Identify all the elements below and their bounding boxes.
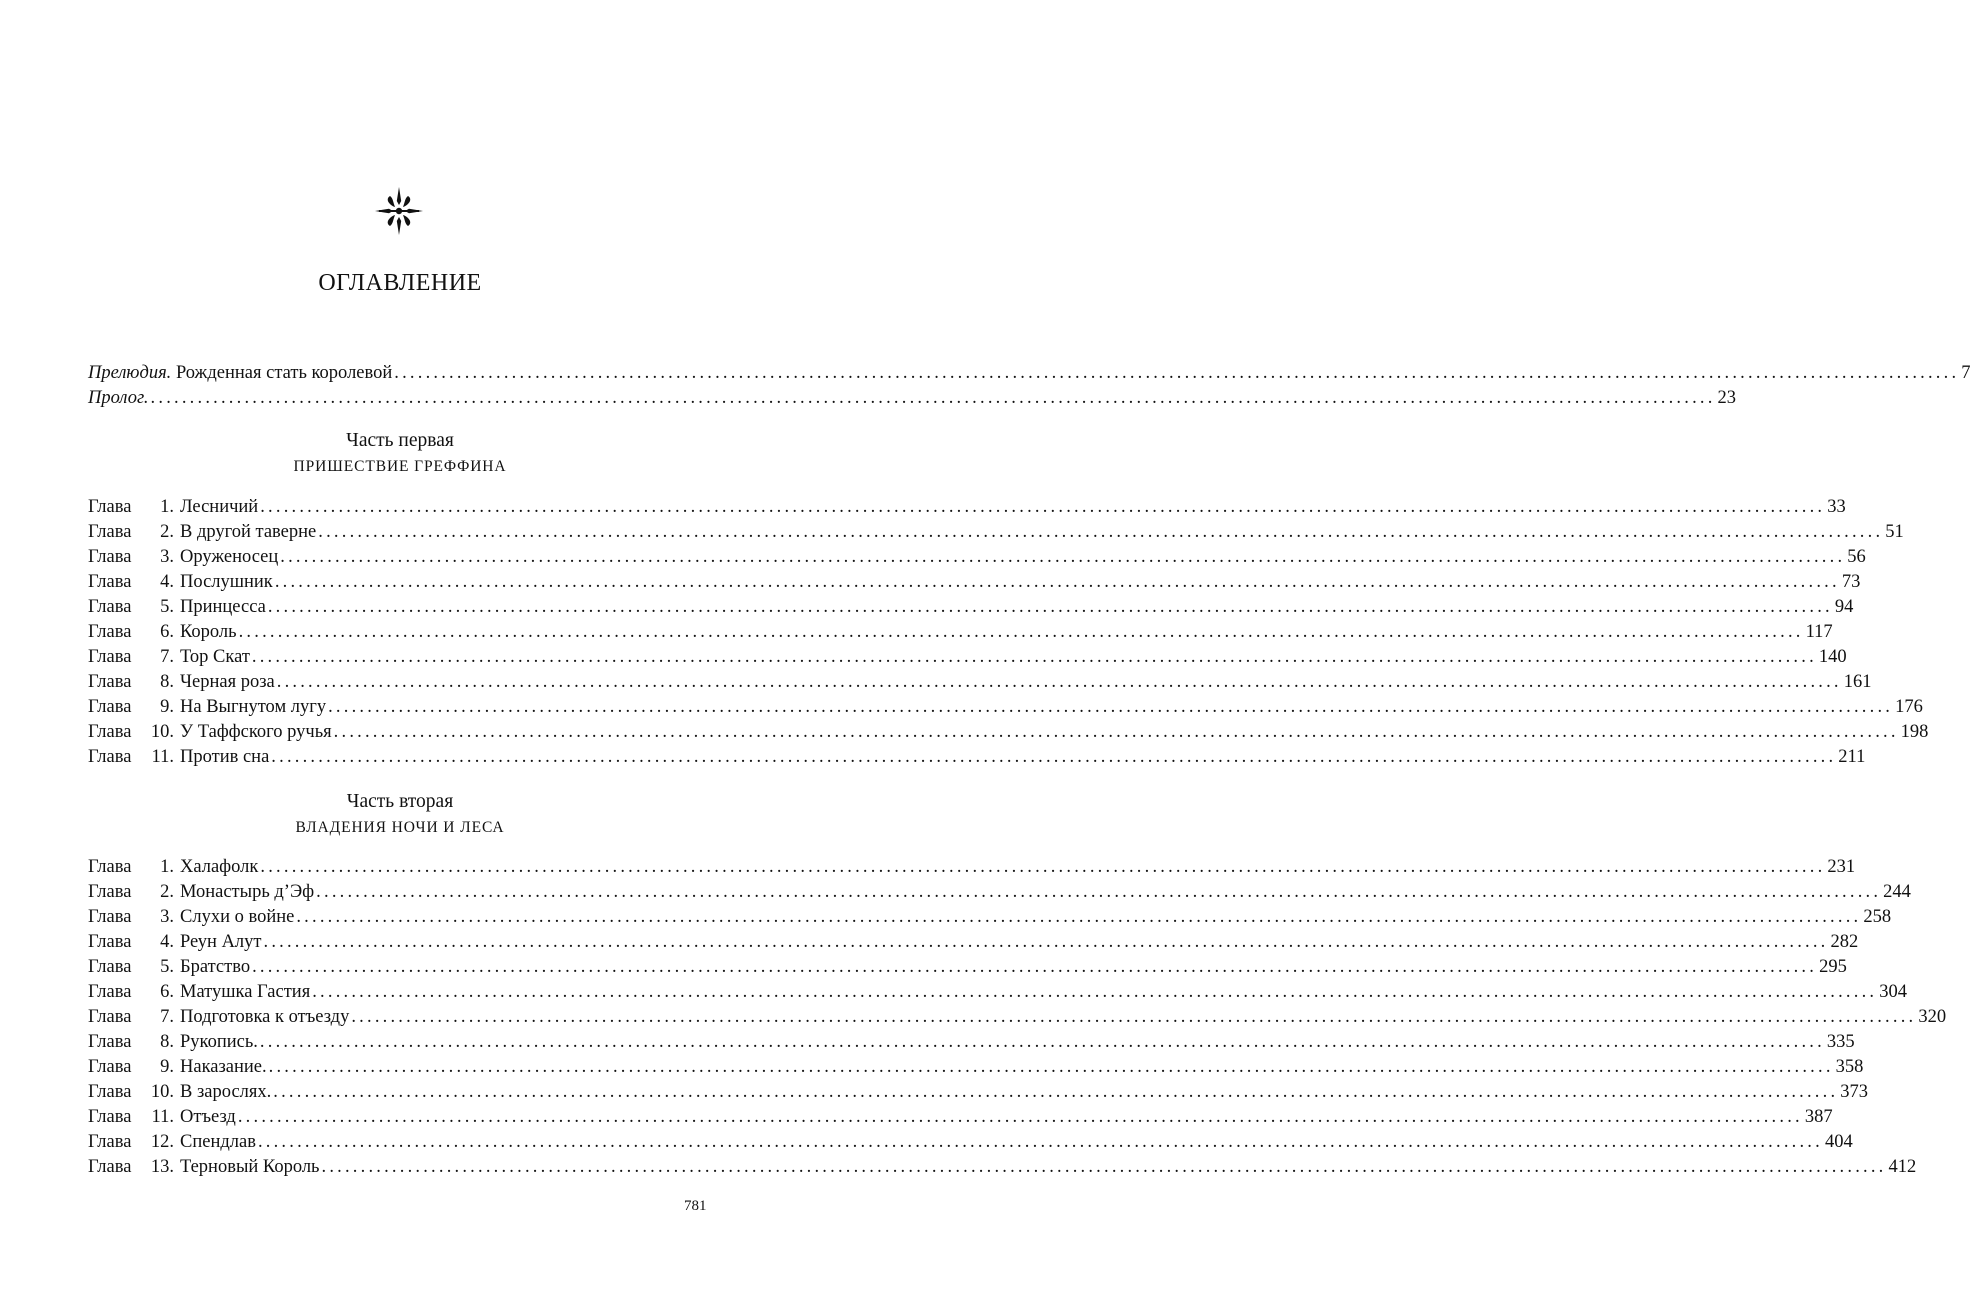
chapter-word: Глава — [88, 747, 132, 767]
toc-entry[interactable] — [88, 855, 1856, 880]
part-label: Часть вторая — [346, 791, 454, 812]
chapter-title: Терновый Король — [180, 1157, 320, 1177]
chapter-title: Спендлав — [180, 1132, 256, 1152]
chapter-page: 412 — [1888, 1157, 1917, 1177]
dot-leader: ........................................................................................................................................................................................................ — [321, 1157, 1887, 1177]
toc-entry[interactable] — [88, 520, 1904, 545]
chapter-title: Против сна — [180, 747, 270, 767]
chapter-page: 387 — [1804, 1107, 1833, 1127]
chapter-word: Глава — [88, 647, 132, 667]
chapter-title: Отъезд — [180, 1107, 236, 1127]
toc-entry[interactable] — [88, 1005, 1947, 1030]
chapter-page: 33 — [1827, 497, 1846, 517]
chapter-title: Слухи о войне — [180, 907, 295, 927]
chapter-page: 282 — [1830, 932, 1859, 952]
toc-entry[interactable] — [88, 1055, 1864, 1080]
chapter-page: 176 — [1895, 697, 1923, 717]
chapter-number: 1. — [160, 497, 174, 517]
chapter-word: Глава — [88, 1032, 132, 1052]
toc-entry[interactable] — [88, 595, 1854, 620]
chapter-title: Братство — [180, 957, 251, 977]
chapter-word: Глава — [88, 932, 132, 952]
chapter-title: Матушка Гастия — [180, 982, 311, 1002]
chapter-word: Глава — [88, 907, 132, 927]
chapter-number: 12. — [150, 1132, 174, 1152]
chapter-page: 258 — [1863, 907, 1892, 927]
entry-italic: Прелюдия. — [88, 363, 172, 383]
chapter-number: 4. — [160, 932, 174, 952]
dot-leader: ........................................................................................................................................................................................................ — [260, 497, 1826, 517]
chapter-number: 6. — [160, 982, 174, 1002]
chapter-word: Глава — [88, 572, 132, 592]
chapter-word: Глава — [88, 982, 132, 1002]
chapter-number: 2. — [160, 882, 174, 902]
dot-leader: ........................................................................................................................................................................................................ — [351, 1007, 1917, 1027]
chapter-word: Глава — [88, 957, 132, 977]
dot-leader: ........................................................................................................................................................................................................ — [237, 1107, 1803, 1127]
chapter-number: 3. — [160, 547, 174, 567]
toc-entry[interactable] — [88, 980, 1907, 1005]
chapter-title: У Таффского ручья — [180, 722, 332, 742]
dot-leader: ........................................................................................................................................................................................................ — [280, 547, 1846, 567]
toc-entry[interactable] — [88, 745, 1866, 770]
chapter-page: 304 — [1879, 982, 1907, 1002]
toc-entry[interactable] — [88, 570, 1861, 595]
chapter-word: Глава — [88, 547, 132, 567]
chapter-number: 13. — [150, 1157, 174, 1177]
chapter-number: 2. — [160, 522, 174, 542]
dot-leader: ........................................................................................................................................................................................................ — [263, 932, 1829, 952]
toc-entry[interactable] — [88, 1155, 1917, 1180]
chapter-page: 94 — [1834, 597, 1854, 617]
toc-entry[interactable] — [88, 1080, 1869, 1105]
chapter-number: 5. — [160, 597, 174, 617]
dot-leader: ........................................................................................................................................................................................................ — [316, 882, 1882, 902]
chapter-word: Глава — [88, 622, 132, 642]
chapter-number: 9. — [160, 697, 174, 717]
dot-leader: ........................................................................................................................................................................................................ — [318, 522, 1884, 542]
dot-leader: ........................................................................................................................................................................................................ — [296, 907, 1862, 927]
chapter-word: Глава — [88, 1157, 132, 1177]
chapter-title: Принцесса — [180, 597, 266, 617]
chapter-word: Глава — [88, 597, 132, 617]
entry-page: 7 — [1961, 363, 1971, 383]
chapter-page: 51 — [1885, 522, 1904, 542]
entry-page: 23 — [1717, 388, 1737, 408]
dot-leader: ........................................................................................................................................................................................................ — [251, 647, 1817, 667]
chapter-title: Оруженосец — [180, 547, 279, 567]
toc-entry[interactable] — [88, 880, 1911, 905]
dot-leader: ........................................................................................................................................................................................................ — [274, 572, 1840, 592]
intro-list — [88, 361, 1971, 411]
chapter-word: Глава — [88, 857, 132, 877]
toc-entry[interactable] — [88, 720, 1929, 745]
chapter-number: 1. — [160, 857, 174, 877]
chapter-title: Тор Скат — [180, 647, 250, 667]
dot-leader: ........................................................................................................................................................................................................ — [271, 747, 1837, 767]
chapter-number: 6. — [160, 622, 174, 642]
dot-leader: ........................................................................................................................................................................................................ — [333, 722, 1899, 742]
chapter-title: Лесничий — [180, 497, 259, 517]
chapter-number: 8. — [160, 1032, 174, 1052]
dot-leader: ........................................................................................................................................................................................................ — [150, 388, 1716, 408]
chapter-word: Глава — [88, 1132, 132, 1152]
toc-entry[interactable] — [88, 620, 1833, 645]
toc-title: ОГЛАВЛЕНИЕ — [318, 270, 482, 296]
chapter-page: 117 — [1805, 622, 1833, 642]
chapter-page: 56 — [1847, 547, 1866, 567]
dot-leader: ........................................................................................................................................................................................................ — [394, 363, 1960, 383]
entry-italic: Пролог. — [88, 388, 149, 408]
chapter-page: 73 — [1841, 572, 1861, 592]
dot-leader: ........................................................................................................................................................................................................ — [252, 957, 1818, 977]
chapter-page: 295 — [1819, 957, 1847, 977]
chapter-title: Подготовка к отъезду — [180, 1007, 350, 1027]
chapter-number: 9. — [160, 1057, 174, 1077]
chapter-title: Король — [180, 622, 237, 642]
chapter-number: 11. — [151, 747, 174, 767]
toc-entry[interactable] — [88, 495, 1846, 520]
part-two-heading — [0, 789, 800, 841]
chapter-number: 3. — [160, 907, 174, 927]
chapter-page: 404 — [1824, 1132, 1853, 1152]
chapter-page: 198 — [1900, 722, 1929, 742]
chapter-number: 4. — [160, 572, 174, 592]
toc-entry[interactable] — [88, 905, 1892, 930]
chapter-page: 231 — [1827, 857, 1856, 877]
part-two-chapters — [88, 855, 1947, 1180]
chapter-word: Глава — [88, 672, 132, 692]
toc-entry[interactable] — [88, 695, 1923, 720]
chapter-page: 244 — [1883, 882, 1911, 902]
chapter-word: Глава — [88, 697, 132, 717]
dot-leader: ........................................................................................................................................................................................................ — [273, 1082, 1839, 1102]
chapter-word: Глава — [88, 1057, 132, 1077]
chapter-title: В зарослях. — [180, 1082, 272, 1102]
dot-leader: ........................................................................................................................................................................................................ — [259, 1032, 1825, 1052]
chapter-number: 10. — [150, 722, 174, 742]
part-label: Часть первая — [346, 430, 454, 451]
dot-leader: ........................................................................................................................................................................................................ — [238, 622, 1804, 642]
chapter-word: Глава — [88, 882, 132, 902]
part-subtitle: ВЛАДЕНИЯ НОЧИ И ЛЕСА — [295, 819, 505, 836]
chapter-page: 320 — [1918, 1007, 1947, 1027]
dot-leader: ........................................................................................................................................................................................................ — [276, 672, 1842, 692]
dot-leader: ........................................................................................................................................................................................................ — [312, 982, 1878, 1002]
dot-leader: ........................................................................................................................................................................................................ — [268, 1057, 1834, 1077]
chapter-page: 211 — [1838, 747, 1866, 767]
chapter-word: Глава — [88, 497, 132, 517]
chapter-page: 373 — [1840, 1082, 1869, 1102]
page-number: 781 — [684, 1198, 707, 1214]
toc-entry[interactable] — [88, 645, 1847, 670]
chapter-title: Рукопись. — [180, 1032, 258, 1052]
chapter-word: Глава — [88, 522, 132, 542]
toc-entry[interactable] — [88, 670, 1872, 695]
toc-entry[interactable] — [88, 930, 1859, 955]
chapter-title: Черная роза — [180, 672, 275, 692]
entry-title: Рожденная стать королевой — [171, 363, 393, 383]
dot-leader: ........................................................................................................................................................................................................ — [267, 597, 1833, 617]
toc-entry[interactable] — [88, 545, 1866, 570]
chapter-title: На Выгнутом лугу — [180, 697, 327, 717]
toc-entry[interactable] — [88, 1130, 1853, 1155]
chapter-number: 11. — [151, 1107, 174, 1127]
chapter-word: Глава — [88, 722, 132, 742]
toc-entry-prologue[interactable] — [88, 386, 1737, 411]
chapter-page: 335 — [1826, 1032, 1855, 1052]
toc-entry[interactable] — [88, 1030, 1855, 1055]
toc-entry[interactable] — [88, 1105, 1833, 1130]
chapter-number: 8. — [160, 672, 174, 692]
chapter-title: Наказание. — [180, 1057, 267, 1077]
dot-leader: ........................................................................................................................................................................................................ — [328, 697, 1894, 717]
chapter-title: Халафолк — [180, 857, 259, 877]
chapter-number: 7. — [160, 647, 174, 667]
chapter-word: Глава — [88, 1082, 132, 1102]
toc-entry[interactable] — [88, 955, 1847, 980]
chapter-page: 161 — [1843, 672, 1872, 692]
fleuron-ornament-icon — [374, 186, 424, 236]
part-one-chapters — [88, 495, 1929, 770]
chapter-word: Глава — [88, 1007, 132, 1027]
dot-leader: ........................................................................................................................................................................................................ — [260, 857, 1826, 877]
chapter-word: Глава — [88, 1107, 132, 1127]
part-one-heading — [0, 428, 800, 480]
part-subtitle: ПРИШЕСТВИЕ ГРЕФФИНА — [293, 458, 507, 475]
chapter-title: В другой таверне — [180, 522, 317, 542]
chapter-title: Послушник — [180, 572, 273, 592]
toc-entry-prelude[interactable] — [88, 361, 1971, 386]
chapter-page: 140 — [1818, 647, 1847, 667]
dot-leader: ........................................................................................................................................................................................................ — [257, 1132, 1823, 1152]
chapter-title: Реун Алут — [180, 932, 262, 952]
chapter-number: 7. — [160, 1007, 174, 1027]
chapter-page: 358 — [1835, 1057, 1864, 1077]
chapter-number: 5. — [160, 957, 174, 977]
chapter-title: Монастырь д’Эф — [180, 882, 315, 902]
chapter-number: 10. — [150, 1082, 174, 1102]
